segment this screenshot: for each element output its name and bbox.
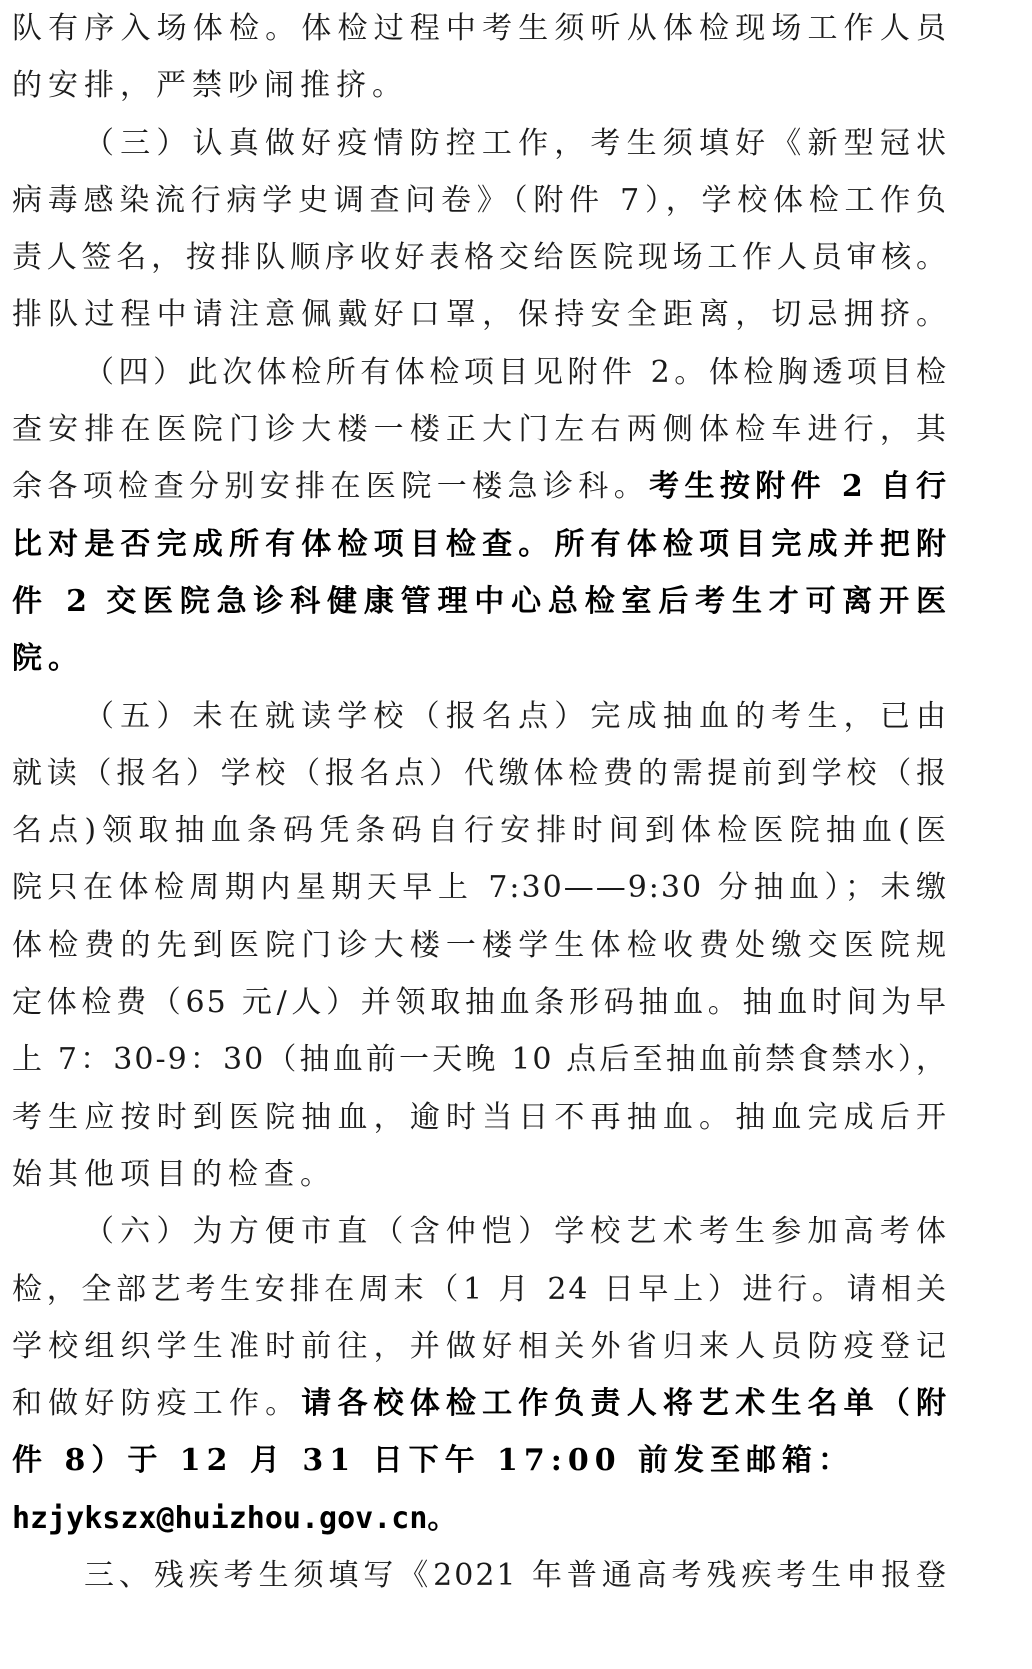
text-line [12, 1432, 948, 1489]
text-line [12, 573, 948, 630]
text-line [12, 344, 948, 401]
text-line [12, 859, 948, 916]
text-line [12, 172, 948, 229]
text-segment: 院只在体检周期内星期天早上 7:30——9:30 分抽血）；未缴 [12, 870, 948, 906]
text-line [12, 401, 948, 458]
text-line [12, 1203, 948, 1260]
text-line [12, 802, 948, 859]
text-line [12, 688, 948, 745]
text-segment: 的安排，严禁吵闹推挤。 [12, 68, 408, 104]
text-segment: 排队过程中请注意佩戴好口罩，保持安全距离，切忌拥挤。 [12, 297, 948, 333]
bold-text: 院。 [12, 641, 84, 677]
document-page [12, 0, 948, 1604]
text-segment: （六）为方便市直（含仲恺）学校艺术考生参加高考体 [84, 1214, 948, 1250]
text-line [12, 974, 948, 1031]
text-line [12, 57, 948, 114]
bold-text: 考生按附件 2 自行 [649, 469, 949, 505]
text-segment: 余各项检查分别安排在医院一楼急诊科。 [12, 469, 650, 505]
text-line [12, 458, 948, 515]
text-segment: 病毒感染流行病学史调查问卷》（附件 7），学校体检工作负 [12, 182, 948, 218]
text-segment: 考生应按时到医院抽血，逾时当日不再抽血。抽血完成后开 [12, 1099, 948, 1135]
text-segment: （五）未在就读学校（报名点）完成抽血的考生，已由 [84, 698, 948, 734]
bold-text: 比对是否完成所有体检项目检查。所有体检项目完成并把附 [12, 526, 948, 562]
text-segment: 检，全部艺考生安排在周末（1 月 24 日早上）进行。请相关 [12, 1271, 948, 1307]
text-line [12, 286, 948, 343]
text-line [12, 745, 948, 802]
text-line [12, 0, 948, 57]
text-line [12, 516, 948, 573]
bold-text: 件 2 交医院急诊科健康管理中心总检室后考生才可离开医 [12, 583, 948, 619]
text-line [12, 630, 948, 687]
text-line [12, 1261, 948, 1318]
text-line [12, 115, 948, 172]
text-segment: （三）认真做好疫情防控工作，考生须填好《新型冠状 [84, 125, 948, 161]
text-segment: 体检费的先到医院门诊大楼一楼学生体检收费处缴交医院规 [12, 927, 948, 963]
bold-text: 请各校体检工作负责人将艺术生名单（附 [301, 1386, 949, 1422]
bold-text: 件 8）于 12 月 31 日下午 17:00 前发至邮箱： [12, 1443, 855, 1479]
text-segment: 名点)领取抽血条码凭条码自行安排时间到体检医院抽血(医 [12, 813, 948, 849]
text-segment: 队有序入场体检。体检过程中考生须听从体检现场工作人员 [12, 11, 948, 46]
text-segment: 责人签名，按排队顺序收好表格交给医院现场工作人员审核。 [12, 240, 948, 276]
email-address: hzjykszx@huizhou.gov.cn [12, 1500, 428, 1536]
text-segment: 三、残疾考生须填写《2021 年普通高考残疾考生申报登 [84, 1558, 948, 1594]
bold-text: 。 [427, 1500, 464, 1536]
text-line [12, 1146, 948, 1203]
text-segment: 定体检费（65 元/人）并领取抽血条形码抽血。抽血时间为早 [12, 985, 948, 1021]
text-line [12, 1031, 948, 1088]
text-segment: 和做好防疫工作。 [12, 1386, 302, 1422]
text-line [12, 1375, 948, 1432]
text-line [12, 1490, 948, 1547]
text-line [12, 917, 948, 974]
text-line [12, 1318, 948, 1375]
text-segment: 上 7：30-9：30（抽血前一天晚 10 点后至抽血前禁食禁水）， [12, 1042, 948, 1078]
text-segment: （四）此次体检所有体检项目见附件 2。体检胸透项目检 [84, 354, 948, 390]
text-line [12, 1547, 948, 1604]
text-segment: 学校组织学生准时前往，并做好相关外省归来人员防疫登记 [12, 1328, 948, 1364]
text-line [12, 1089, 948, 1146]
text-segment: 始其他项目的检查。 [12, 1156, 336, 1192]
text-line [12, 229, 948, 286]
text-segment: 查安排在医院门诊大楼一楼正大门左右两侧体检车进行，其 [12, 412, 948, 448]
text-segment: 就读（报名）学校（报名点）代缴体检费的需提前到学校（报 [12, 755, 948, 791]
